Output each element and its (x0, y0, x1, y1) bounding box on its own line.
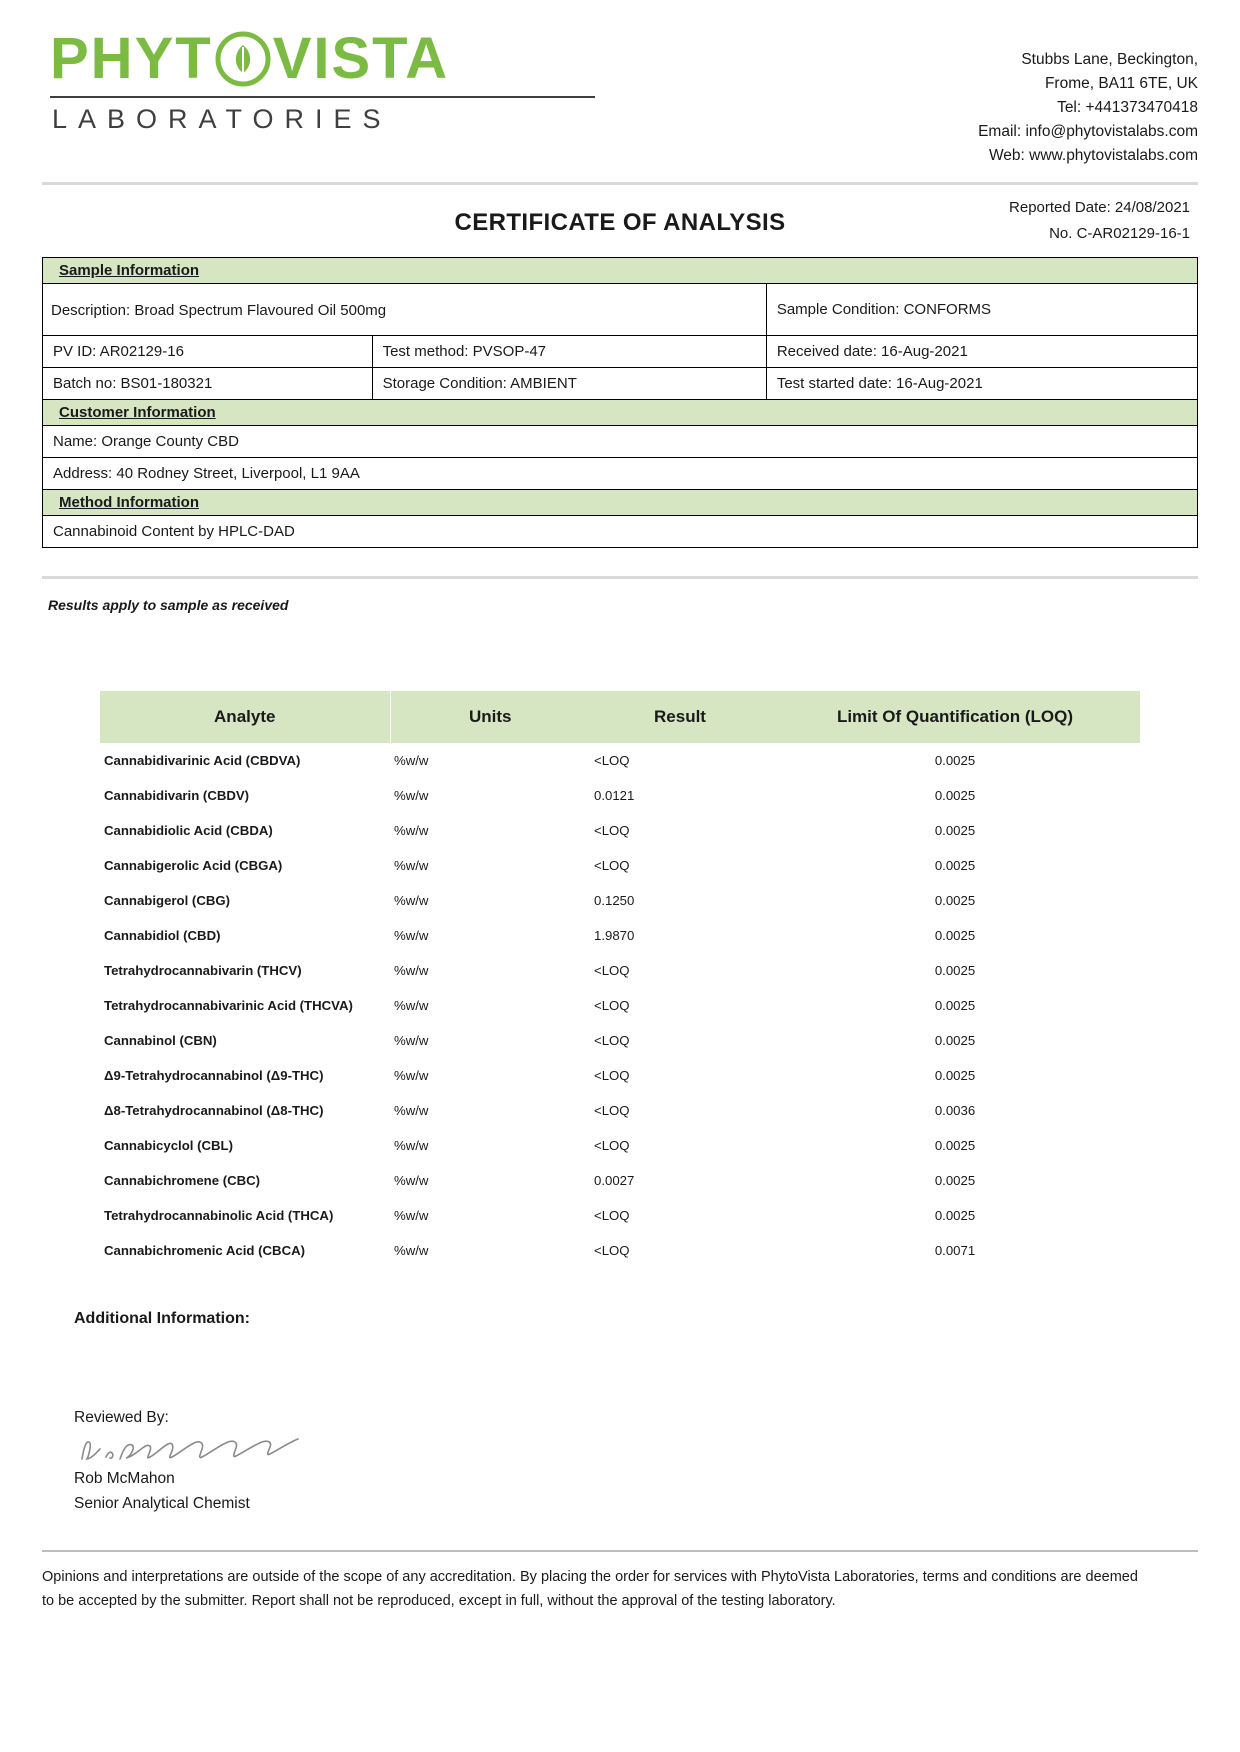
brand-wordmark (50, 26, 595, 91)
storage-condition: Storage Condition: AMBIENT (372, 368, 766, 400)
analyte-loq: 0.0025 (934, 788, 976, 804)
analyte-name: Cannabichromene (CBC) (104, 1173, 261, 1189)
analyte-loq: 0.0025 (934, 858, 976, 874)
table-row (43, 336, 1198, 368)
brand-subtitle: LABORATORIES (52, 104, 392, 134)
table-row (100, 1163, 1140, 1198)
column-header-units: Units (390, 691, 590, 743)
information-table (42, 257, 1198, 548)
analyte-loq: 0.0025 (934, 753, 976, 769)
brand-block (42, 26, 595, 135)
brand-name-part2: VISTA (272, 26, 450, 91)
analyte-loq: 0.0025 (934, 1173, 976, 1189)
brand-name-part1: PHYT (50, 26, 213, 91)
analyte-result: <LOQ (594, 1033, 630, 1049)
table-row (100, 988, 1140, 1023)
additional-information-label: Additional Information: (74, 1310, 250, 1328)
analyte-units: %w/w (394, 1208, 429, 1224)
analyte-name: Tetrahydrocannabivarinic Acid (THCVA) (104, 998, 353, 1014)
contact-line-3: Tel: +441373470418 (1057, 99, 1198, 117)
analyte-name: Δ9-Tetrahydrocannabinol (Δ9-THC) (104, 1068, 324, 1084)
signoff-block (74, 1406, 1198, 1516)
analyte-name: Cannabidivarinic Acid (CBDVA) (104, 753, 301, 769)
analyte-units: %w/w (394, 1033, 429, 1049)
contact-line-5: Web: www.phytovistalabs.com (988, 147, 1198, 165)
analyte-name: Cannabigerol (CBG) (104, 893, 231, 909)
analyte-name: Δ8-Tetrahydrocannabinol (Δ8-THC) (104, 1103, 324, 1119)
batch-no: Batch no: BS01-180321 (43, 368, 373, 400)
results-note: Results apply to sample as received (48, 597, 289, 614)
table-row (43, 458, 1198, 490)
page-title: CERTIFICATE OF ANALYSIS (454, 209, 786, 237)
analyte-loq: 0.0025 (934, 893, 976, 909)
results-table (100, 691, 1140, 1268)
column-header-analyte: Analyte (100, 691, 390, 743)
analyte-units: %w/w (394, 788, 429, 804)
analyte-units: %w/w (394, 823, 429, 839)
analyte-result: <LOQ (594, 1103, 630, 1119)
disclaimer-text: Opinions and interpretations are outside of the scope of any accreditation. By placing the order for services with PhytoVista Laboratories, terms and conditions are deemed to be accepted by the submitter. Report shall not be reproduced, except in full, without the approval of the testing laboratory. (42, 1569, 1138, 1610)
reviewer-role: Senior Analytical Chemist (74, 1494, 250, 1512)
reported-date: Reported Date: 24/08/2021 (1009, 199, 1190, 217)
analyte-loq: 0.0025 (934, 998, 976, 1014)
footer-rule (42, 1550, 1198, 1552)
analyte-units: %w/w (394, 963, 429, 979)
analyte-result: <LOQ (594, 823, 630, 839)
analyte-loq: 0.0025 (934, 963, 976, 979)
analyte-units: %w/w (394, 858, 429, 874)
analyte-units: %w/w (394, 1068, 429, 1084)
table-row (100, 1128, 1140, 1163)
sample-description: Description: Broad Spectrum Flavoured Oil 500mg (43, 284, 767, 336)
table-row (43, 284, 1198, 336)
table-row (43, 368, 1198, 400)
analyte-result: <LOQ (594, 1208, 630, 1224)
reviewed-by-label: Reviewed By: (74, 1409, 169, 1427)
analyte-result: <LOQ (594, 753, 630, 769)
contact-block (978, 30, 1198, 168)
analyte-name: Cannabidivarin (CBDV) (104, 788, 250, 804)
analyte-loq: 0.0071 (934, 1243, 976, 1259)
table-row (100, 1093, 1140, 1128)
analyte-result: <LOQ (594, 1138, 630, 1154)
table-row (100, 918, 1140, 953)
analyte-name: Cannabicyclol (CBL) (104, 1138, 233, 1154)
analyte-loq: 0.0025 (934, 823, 976, 839)
method-description: Cannabinoid Content by HPLC-DAD (43, 516, 1198, 548)
analyte-name: Cannabigerolic Acid (CBGA) (104, 858, 283, 874)
analyte-name: Cannabidiol (CBD) (104, 928, 221, 944)
table-row (100, 1023, 1140, 1058)
report-meta (1009, 195, 1190, 248)
analyte-loq: 0.0025 (934, 1033, 976, 1049)
analyte-result: <LOQ (594, 858, 630, 874)
test-started-date: Test started date: 16-Aug-2021 (766, 368, 1197, 400)
table-row (43, 426, 1198, 458)
customer-name: Name: Orange County CBD (43, 426, 1198, 458)
analyte-units: %w/w (394, 1103, 429, 1119)
analyte-name: Tetrahydrocannabinolic Acid (THCA) (104, 1208, 334, 1224)
analyte-loq: 0.0025 (934, 1068, 976, 1084)
analyte-result: 0.0027 (594, 1173, 635, 1189)
results-header-row (100, 691, 1140, 743)
brand-divider (50, 96, 595, 98)
analyte-result: 1.9870 (594, 928, 635, 944)
table-row (100, 1233, 1140, 1268)
table-row (43, 490, 1198, 516)
table-row (43, 400, 1198, 426)
table-row (100, 883, 1140, 918)
analyte-loq: 0.0025 (934, 1138, 976, 1154)
analyte-result: <LOQ (594, 998, 630, 1014)
analyte-result: <LOQ (594, 1068, 630, 1084)
sample-information-header: Sample Information (43, 258, 1198, 284)
customer-address: Address: 40 Rodney Street, Liverpool, L1 9AA (43, 458, 1198, 490)
analyte-units: %w/w (394, 1173, 429, 1189)
table-row (100, 848, 1140, 883)
table-row (100, 953, 1140, 988)
contact-line-1: Stubbs Lane, Beckington, (1021, 51, 1198, 68)
leaf-in-circle-icon (215, 31, 271, 87)
table-row (100, 813, 1140, 848)
analyte-name: Cannabichromenic Acid (CBCA) (104, 1243, 306, 1259)
analyte-result: <LOQ (594, 963, 630, 979)
analyte-units: %w/w (394, 1138, 429, 1154)
reviewer-name: Rob McMahon (74, 1469, 175, 1487)
header-rule (42, 182, 1198, 185)
table-row (100, 743, 1140, 778)
table-row (43, 516, 1198, 548)
report-number: No. C-AR02129-16-1 (1049, 225, 1190, 243)
pv-id: PV ID: AR02129-16 (43, 336, 373, 368)
analyte-units: %w/w (394, 893, 429, 909)
analyte-result: 0.1250 (594, 893, 635, 909)
analyte-result: <LOQ (594, 1243, 630, 1259)
table-row (100, 778, 1140, 813)
analyte-name: Cannabidiolic Acid (CBDA) (104, 823, 273, 839)
analyte-result: 0.0121 (594, 788, 635, 804)
analyte-units: %w/w (394, 753, 429, 769)
body-rule (42, 576, 1198, 579)
contact-line-4: Email: info@phytovistalabs.com (978, 123, 1198, 141)
table-row (43, 258, 1198, 284)
column-header-result: Result (590, 691, 770, 743)
analyte-units: %w/w (394, 928, 429, 944)
analyte-loq: 0.0025 (934, 1208, 976, 1224)
column-header-loq: Limit Of Quantification (LOQ) (770, 691, 1140, 743)
table-row (100, 1198, 1140, 1233)
received-date: Received date: 16-Aug-2021 (766, 336, 1197, 368)
test-method: Test method: PVSOP-47 (372, 336, 766, 368)
contact-line-2: Frome, BA11 6TE, UK (1044, 75, 1198, 93)
analyte-loq: 0.0025 (934, 928, 976, 944)
customer-information-header: Customer Information (43, 400, 1198, 426)
handwritten-signature-icon (76, 1433, 306, 1467)
document-header (42, 26, 1198, 168)
sample-condition: Sample Condition: CONFORMS (766, 284, 1197, 336)
analyte-name: Tetrahydrocannabivarin (THCV) (104, 963, 302, 979)
analyte-units: %w/w (394, 998, 429, 1014)
analyte-loq: 0.0036 (934, 1103, 976, 1119)
method-information-header: Method Information (43, 490, 1198, 516)
analyte-name: Cannabinol (CBN) (104, 1033, 217, 1049)
title-row (42, 195, 1198, 253)
analyte-units: %w/w (394, 1243, 429, 1259)
table-row (100, 1058, 1140, 1093)
